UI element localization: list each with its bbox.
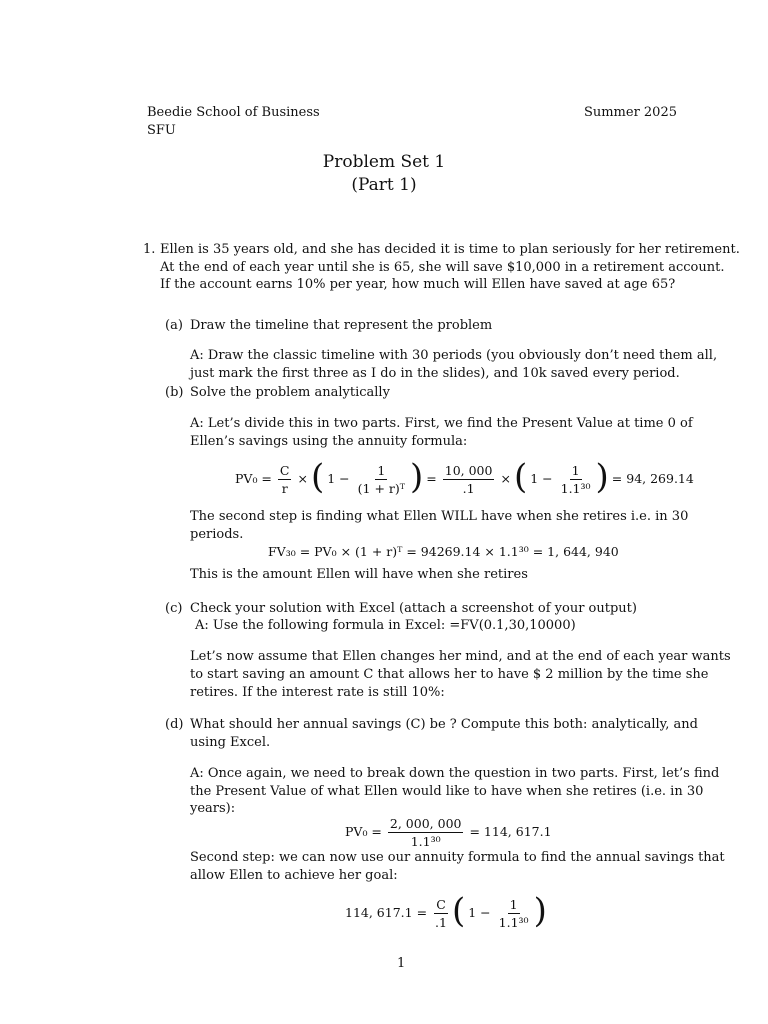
- term-label: Summer 2025: [583, 105, 677, 120]
- eq1-lhs: PV₀ =: [235, 471, 272, 486]
- eq1-frac-numeric-discount: $\frac{1}{\text{1.1³⁰}}$: [560, 462, 591, 496]
- interlude-line-3: retires. If the interest rate is still 10%:: [190, 685, 445, 700]
- institution-name: Beedie School of Business: [147, 105, 320, 120]
- part-d-question-line-1: What should her annual savings (C) be ? Compute this both: analytically, and: [190, 717, 699, 732]
- part-c-question: Check your solution with Excel (attach a screenshot of your output): [190, 601, 637, 616]
- university-name: SFU: [147, 123, 176, 138]
- eq4-frac-c: $\frac{C}{.1}$: [435, 896, 447, 930]
- interlude-line-2: to start saving an amount C that allows her to have $ 2 million by the time she: [190, 667, 709, 682]
- part-b-label: (b): [165, 385, 184, 400]
- eq3-frac: $\frac{2, 000, 000}{\text{1.1³⁰}}$: [389, 815, 462, 849]
- question-line-3: If the account earns 10% per year, how much will Ellen have saved at age 65?: [160, 277, 676, 292]
- eq1-frac-numeric: $\frac{10, 000}{.1}$: [444, 462, 493, 496]
- part-d-answer-line-1: A: Once again, we need to break down the question in two parts. First, let’s find: [190, 766, 720, 781]
- part-a-label: (a): [165, 318, 183, 333]
- eq1-frac-c-r: $\frac{C}{r}$: [279, 462, 290, 496]
- part-b-conclusion: This is the amount Ellen will have when she retires: [190, 567, 528, 582]
- annuity-equation: PV₀ = $\frac{C}{r}$ × ( 1 − $\frac{1}{\text{(1 + r)ᵀ}}$ ) = $\frac{10, 000}{.1}$ × ( 1 − $\frac{1}{\text{1.1³⁰}}$ ) = 94, 269.14: [232, 457, 697, 501]
- page-number: 1: [397, 956, 406, 971]
- eq1-result: = 94, 269.14: [611, 471, 694, 486]
- question-line-2: At the end of each year until she is 65, she will save $10,000 in a retirement account.: [160, 260, 725, 275]
- part-b-question: Solve the problem analytically: [190, 385, 390, 400]
- eq1-frac-discount: $\frac{1}{\text{(1 + r)ᵀ}}$: [357, 462, 405, 496]
- page-subtitle: (Part 1): [351, 175, 417, 195]
- part-d-step2-line-2: allow Ellen to achieve her goal:: [190, 868, 398, 883]
- part-c-answer: A: Use the following formula in Excel: =FV(0.1,30,10000): [195, 618, 576, 633]
- part-a-answer-line-2: just mark the first three as I do in the slides), and 10k saved every period.: [190, 366, 680, 381]
- part-b-step2-line-2: periods.: [190, 527, 244, 542]
- part-b-step2-line-1: The second step is finding what Ellen WILL have when she retires i.e. in 30: [190, 509, 689, 524]
- part-d-label: (d): [165, 717, 184, 732]
- part-a-question: Draw the timeline that represent the problem: [190, 318, 493, 333]
- part-d-answer-line-2: the Present Value of what Ellen would like to have when she retires (i.e. in 30: [190, 784, 704, 799]
- part-d-step2-line-1: Second step: we can now use our annuity formula to find the annual savings that: [190, 850, 725, 865]
- part-c-label: (c): [165, 601, 183, 616]
- present-value-equation: PV₀ = $\frac{2, 000, 000}{\text{1.1³⁰}}$ = 114, 617.1: [342, 813, 555, 851]
- question-number: 1.: [143, 242, 156, 257]
- eq4-frac-discount: $\frac{1}{\text{1.1³⁰}}$: [498, 896, 529, 930]
- part-b-answer-line-2: Ellen’s savings using the annuity formula:: [190, 434, 468, 449]
- question-line-1: Ellen is 35 years old, and she has decided it is time to plan seriously for her retirement.: [160, 242, 740, 257]
- annual-savings-equation: 114, 617.1 = $\frac{C}{.1}$ ( 1 − $\frac{1}{\text{1.1³⁰}}$ ): [345, 891, 547, 931]
- future-value-equation: FV₃₀ = PV₀ × (1 + r)ᵀ = 94269.14 × 1.1³⁰ = 1, 644, 940: [268, 544, 619, 559]
- part-b-answer-line-1: A: Let’s divide this in two parts. First, we find the Present Value at time 0 of: [190, 416, 693, 431]
- part-d-answer-line-3: years):: [190, 801, 236, 816]
- interlude-line-1: Let’s now assume that Ellen changes her mind, and at the end of each year wants: [190, 649, 731, 664]
- part-d-question-line-2: using Excel.: [190, 735, 271, 750]
- page-title: Problem Set 1: [322, 152, 446, 172]
- eq3-result: = 114, 617.1: [469, 824, 552, 839]
- part-a-answer-line-1: A: Draw the classic timeline with 30 periods (you obviously don’t need them all,: [190, 348, 718, 363]
